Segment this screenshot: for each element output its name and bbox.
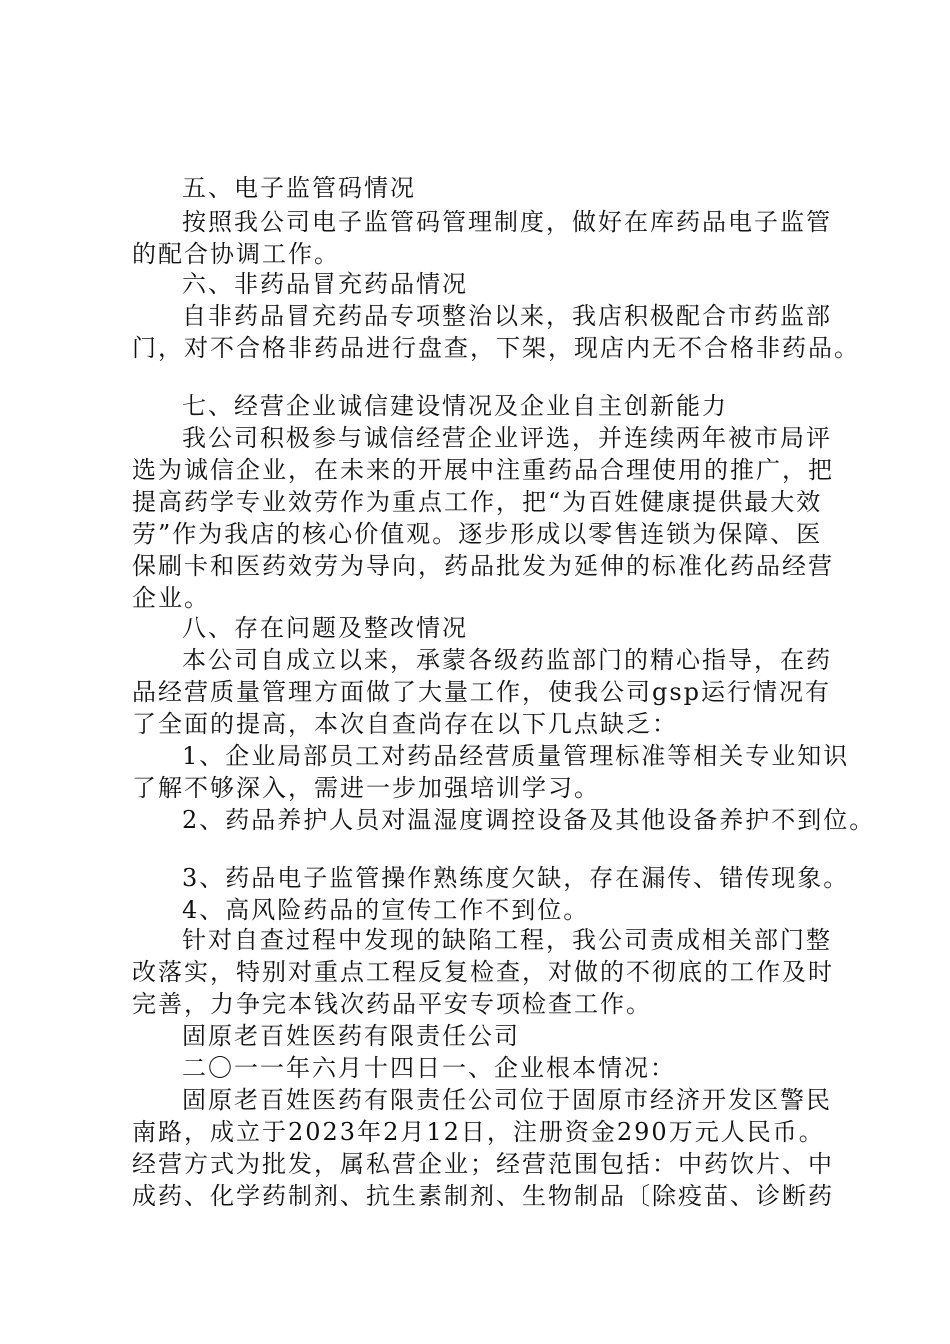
- company-name: 固原老百姓医药有限责任公司: [182, 1022, 520, 1050]
- paragraph-line: 选为诚信企业，在未来的开展中注重药品合理使用的推广，把: [132, 456, 834, 484]
- paragraph-line: 南路，成立于2023年2月12日，注册资金290万元人民币。: [132, 1118, 825, 1146]
- paragraph-line: 门，对不合格非药品进行盘查，下架，现店内无不合格非药品。: [132, 334, 860, 362]
- section-heading-5: 五、电子监管码情况: [182, 174, 416, 202]
- paragraph-line: 本公司自成立以来，承蒙各级药监部门的精心指导，在药: [182, 646, 832, 674]
- paragraph-line: 提高药学专业效劳作为重点工作，把“为百姓健康提供最大效: [132, 488, 823, 516]
- paragraph-line: 按照我公司电子监管码管理制度，做好在库药品电子监管: [182, 208, 832, 236]
- paragraph-line: 品经营质量管理方面做了大量工作，使我公司gsp运行情况有: [132, 678, 832, 706]
- section-heading-6: 六、非药品冒充药品情况: [182, 270, 468, 298]
- paragraph-line: 保刷卡和医药效劳为导向，药品批发为延伸的标准化药品经营: [132, 552, 834, 580]
- list-item: 4、高风险药品的宣传工作不到位。: [182, 896, 590, 924]
- list-item: 2、药品养护人员对温湿度调控设备及其他设备养护不到位。: [182, 806, 876, 834]
- paragraph-line: 固原老百姓医药有限责任公司位于固原市经济开发区警民: [182, 1086, 832, 1114]
- paragraph-line: 自非药品冒充药品专项整治以来，我店积极配合市药监部: [182, 302, 832, 330]
- paragraph-line: 改落实，特别对重点工程反复检查，对做的不彻底的工作及时: [132, 958, 834, 986]
- paragraph-line: 完善，力争完本钱次药品平安专项检查工作。: [132, 990, 652, 1018]
- section-heading-7: 七、经营企业诚信建设情况及企业自主创新能力: [182, 392, 728, 420]
- paragraph-line: 了全面的提高，本次自查尚存在以下几点缺乏：: [132, 710, 678, 738]
- date-line: 二〇一一年六月十四日一、企业根本情况：: [182, 1054, 676, 1082]
- paragraph-line: 针对自查过程中发现的缺陷工程，我公司责成相关部门整: [182, 926, 832, 954]
- paragraph-line: 成药、化学药制剂、抗生素制剂、生物制品〔除疫苗、诊断药: [132, 1182, 834, 1210]
- list-item: 3、药品电子监管操作熟练度欠缺，存在漏传、错传现象。: [182, 864, 850, 892]
- paragraph-line: 了解不够深入，需进一步加强培训学习。: [132, 774, 600, 802]
- list-item: 1、企业局部员工对药品经营质量管理标准等相关专业知识: [182, 742, 850, 770]
- paragraph-line: 我公司积极参与诚信经营企业评选，并连续两年被市局评: [182, 424, 832, 452]
- section-heading-8: 八、存在问题及整改情况: [182, 614, 468, 642]
- paragraph-line: 经营方式为批发，属私营企业；经营范围包括：中药饮片、中: [132, 1150, 834, 1178]
- paragraph-line: 企业。: [132, 584, 210, 612]
- paragraph-line: 的配合协调工作。: [132, 240, 340, 268]
- paragraph-line: 劳”作为我店的核心价值观。逐步形成以零售连锁为保障、医: [132, 520, 823, 548]
